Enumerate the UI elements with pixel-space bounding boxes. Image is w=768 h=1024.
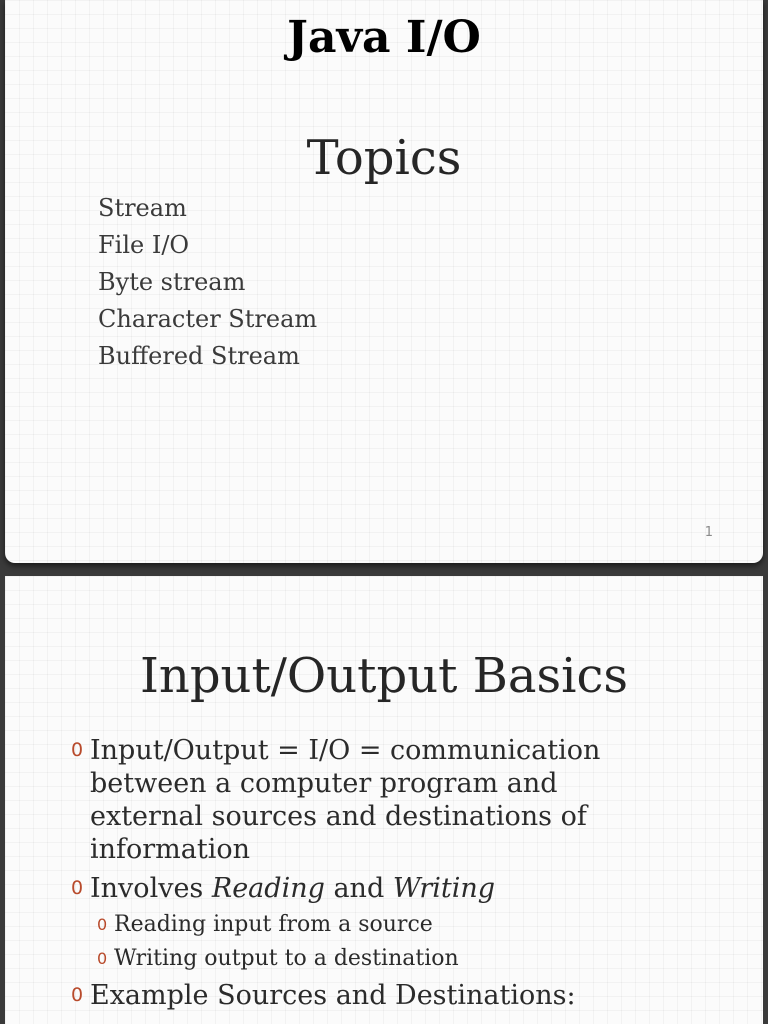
slide-1: [5, 0, 763, 563]
sub-bullet-item: [97, 911, 631, 939]
topic-item: Character Stream: [98, 305, 318, 333]
slide-number: 1: [704, 525, 713, 540]
sub-bullet-text: Writing output to a destination: [114, 946, 459, 971]
topic-item: Stream: [98, 194, 187, 222]
bullet-text-prefix: Involves: [90, 873, 212, 904]
bullet-item: [71, 979, 631, 1012]
deck-title: Java I/O: [287, 12, 481, 63]
sub-bullet-item: [97, 945, 631, 973]
slide-heading: Input/Output Basics: [139, 648, 629, 704]
slide-2: [5, 576, 763, 1024]
bullet-marker: 0: [71, 739, 84, 761]
topics-list: [98, 190, 317, 375]
topic-item: Byte stream: [98, 268, 246, 296]
bullet-text: Example Sources and Destinations:: [90, 980, 576, 1011]
sub-bullet-text: Reading input from a source: [114, 912, 433, 937]
topic-item: Buffered Stream: [98, 342, 300, 370]
writing-emphasis: Writing: [392, 873, 496, 904]
bullet-item: [71, 872, 631, 905]
bullet-list: [71, 734, 631, 1018]
bullet-marker: 0: [97, 949, 108, 968]
bullet-marker: 0: [71, 877, 84, 899]
bullet-item: [71, 734, 631, 866]
bullet-marker: 0: [71, 984, 84, 1006]
bullet-text-and: and: [324, 873, 393, 904]
topics-heading: Topics: [306, 130, 462, 186]
topic-item: File I/O: [98, 231, 190, 259]
reading-emphasis: Reading: [211, 873, 325, 904]
bullet-marker: 0: [97, 915, 108, 934]
bullet-text: Input/Output = I/O = communication between a computer program and external sources and destinations of information: [90, 735, 601, 865]
